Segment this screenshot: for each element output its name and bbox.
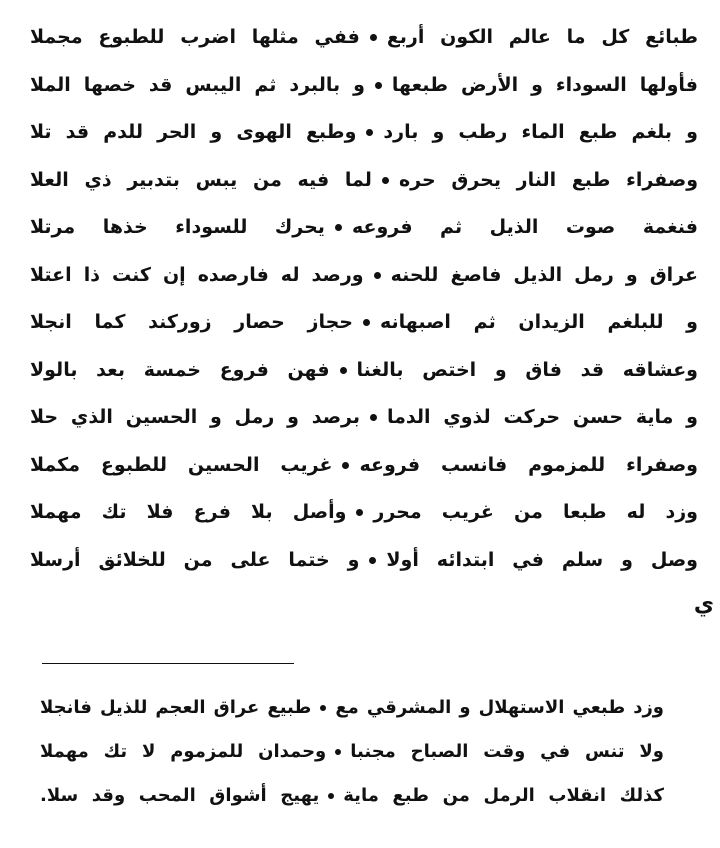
verse-line xyxy=(30,109,698,157)
verse-second-hemistich: فهن فروع خمسة بعد بالولا xyxy=(30,358,330,381)
hemistich-separator-dot xyxy=(328,793,334,799)
verse-first-hemistich: وزد له طبعا من غريب محرر xyxy=(373,501,698,523)
verse-second-hemistich: غريب الحسين للطبوع مكملا xyxy=(30,453,333,476)
verse-line xyxy=(30,204,698,252)
hemistich-separator-dot xyxy=(366,129,373,136)
verse-first-hemistich: وصل و سلم في ابتدائه أولا xyxy=(386,548,698,571)
verse-line xyxy=(30,394,698,442)
verse-second-hemistich: ففي مثلها اضرب للطبوع مجملا xyxy=(30,26,360,48)
verse-second-hemistich: يحرك للسوداء خذها مرتلا xyxy=(30,216,325,238)
hemistich-separator-dot xyxy=(342,462,349,469)
verse-line xyxy=(30,62,698,110)
margin-mark: ي xyxy=(693,592,714,617)
footnote-first-hemistich: كذلك انقلاب الرمل من طبع ماية xyxy=(343,785,664,806)
hemistich-separator-dot xyxy=(369,557,376,564)
verse-line xyxy=(30,157,698,205)
verse-first-hemistich: وصفراء للمزموم فانسب فروعه xyxy=(359,453,698,476)
verse-line xyxy=(30,252,698,300)
footnote-verse-line xyxy=(40,774,664,818)
hemistich-separator-dot xyxy=(320,705,326,711)
verse-line xyxy=(30,14,698,62)
hemistich-separator-dot xyxy=(374,272,381,279)
footnote-divider xyxy=(42,663,294,664)
poem-body xyxy=(30,14,698,584)
footnote-second-hemistich: وحمدان للمزموم لا تك مهملا xyxy=(40,741,327,762)
verse-first-hemistich: و ماية حسن حركت لذوي الدما xyxy=(387,406,698,428)
verse-second-hemistich: وأصل بلا فرع فلا تك مهملا xyxy=(30,501,347,523)
verse-second-hemistich: وطبع الهوى و الحر للدم قد تلا xyxy=(30,121,357,143)
hemistich-separator-dot xyxy=(356,509,363,516)
footnote-first-hemistich: ولا تنس في وقت الصباح مجنبا xyxy=(350,741,664,762)
verse-first-hemistich: و بلغم طبع الماء رطب و بارد xyxy=(383,121,698,143)
verse-second-hemistich: و بالبرد ثم اليبس قد خصها الملا xyxy=(30,73,365,96)
footnote-verse-line xyxy=(40,686,664,730)
verse-first-hemistich: طبائع كل ما عالم الكون أربع xyxy=(386,26,698,48)
footnote-second-hemistich: طبيع عراق العجم للذيل فانجلا xyxy=(40,697,312,718)
verse-first-hemistich: وعشاقه قد فاق و اختص بالغنا xyxy=(356,358,698,381)
footnote-first-hemistich: وزد طبعي الاستهلال و المشرقي مع xyxy=(335,697,664,718)
hemistich-separator-dot xyxy=(370,414,377,421)
footnote-second-hemistich: يهيج أشواق المحب وقد سلا. xyxy=(40,785,320,806)
verse-second-hemistich: ورصد له فارصده إن كنت ذا اعتلا xyxy=(30,263,364,286)
hemistich-separator-dot xyxy=(335,224,342,231)
hemistich-separator-dot xyxy=(382,177,389,184)
verse-second-hemistich: و ختما على من للخلائق أرسلا xyxy=(30,548,360,571)
footnote-verse-line xyxy=(40,730,664,774)
verse-line xyxy=(30,442,698,490)
verse-line xyxy=(30,347,698,395)
hemistich-separator-dot xyxy=(340,367,347,374)
hemistich-separator-dot xyxy=(370,34,377,41)
hemistich-separator-dot xyxy=(375,82,382,89)
verse-second-hemistich: لما فيه من يبس بتدبير ذي العلا xyxy=(30,168,372,191)
verse-first-hemistich: عراق و رمل الذيل فاصغ للحنه xyxy=(390,263,698,286)
verse-first-hemistich: فنغمة صوت الذيل ثم فروعه xyxy=(351,216,698,238)
verse-line xyxy=(30,537,698,585)
verse-second-hemistich: برصد و رمل و الحسين الذي حلا xyxy=(30,406,361,428)
footnote xyxy=(40,686,664,818)
verse-line xyxy=(30,299,698,347)
hemistich-separator-dot xyxy=(363,319,370,326)
hemistich-separator-dot xyxy=(335,749,341,755)
verse-first-hemistich: و للبلغم الزيدان ثم اصبهانه xyxy=(379,311,698,333)
verse-first-hemistich: فأولها السوداء و الأرض طبعها xyxy=(391,73,698,96)
verse-first-hemistich: وصفراء طبع النار يحرق حره xyxy=(398,168,698,191)
verse-second-hemistich: حجاز حصار زوركند كما انجلا xyxy=(30,311,353,333)
verse-line xyxy=(30,489,698,537)
